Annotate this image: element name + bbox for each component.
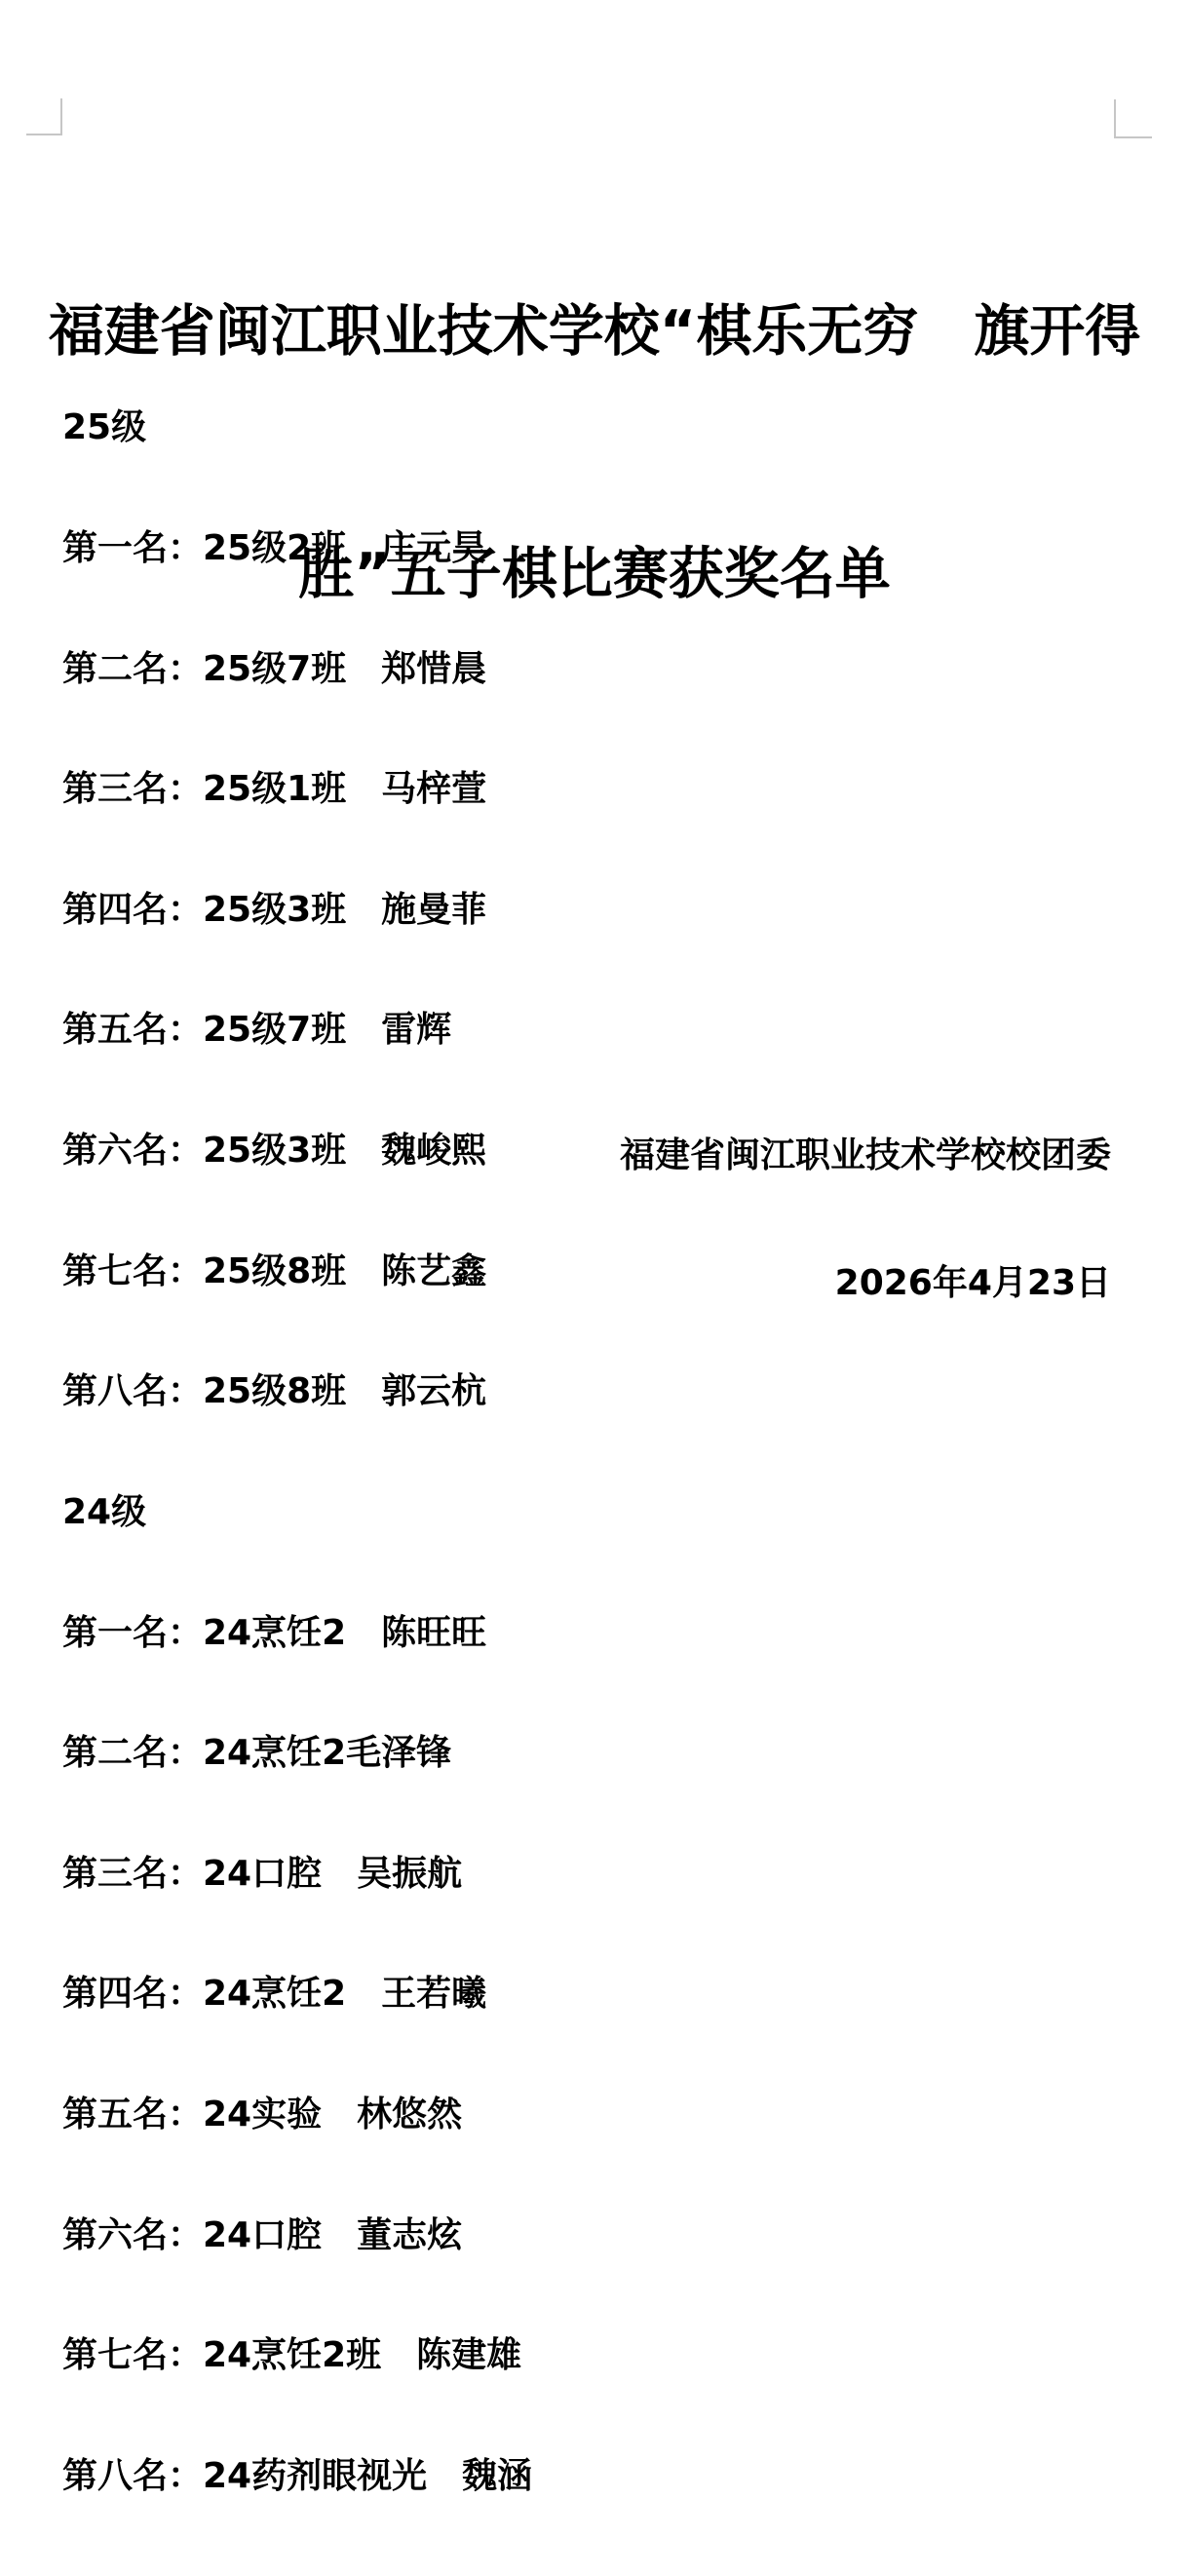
document-title-line-2: 胜”五子棋比赛获奖名单 [298,542,891,606]
signature-line: 福建省闽江职业技术学校校团委 [619,1135,1111,1175]
award-line-25-rank6: 第六名：25级3班 魏峻熙 [62,1131,487,1172]
grade-header-25: 25级 [62,407,147,448]
award-line-24-rank1: 第一名：24烹饪2 陈旺旺 [62,1612,487,1653]
date-line: 2026年4月23日 [834,1262,1111,1303]
award-line-24-rank6: 第六名：24口腔 董志炫 [62,2214,463,2255]
award-line-25-rank2: 第二名：25级7班 郑惜晨 [62,648,487,689]
award-line-25-rank1: 第一名：25级2班 庄元昊 [62,528,487,569]
award-line-25-rank8: 第八名：25级8班 郭云杭 [62,1371,487,1412]
award-line-24-rank3: 第三名：24口腔 吴振航 [62,1853,463,1894]
award-line-24-rank7: 第七名：24烹饪2班 陈建雄 [62,2335,522,2376]
grade-header-24: 24级 [62,1491,147,1532]
award-line-24-rank2: 第二名：24烹饪2毛泽锋 [62,1733,452,1774]
document-footer [620,1050,1111,1389]
award-line-25-rank5: 第五名：25级7班 雷辉 [62,1010,452,1051]
award-line-25-rank4: 第四名：25级3班 施曼菲 [62,889,487,930]
award-line-24-rank5: 第五名：24实验 林悠然 [62,2094,463,2134]
document-title-line-1: 福建省闽江职业技术学校“棋乐无穷 旗开得 [48,299,1141,364]
award-line-25-rank7: 第七名：25级8班 陈艺鑫 [62,1250,487,1291]
award-line-25-rank3: 第三名：25级1班 马梓萱 [62,769,487,810]
award-line-24-rank8: 第八名：24药剂眼视光 魏涵 [62,2455,533,2496]
award-list [62,327,532,2576]
award-line-24-rank4: 第四名：24烹饪2 王若曦 [62,1974,487,2015]
